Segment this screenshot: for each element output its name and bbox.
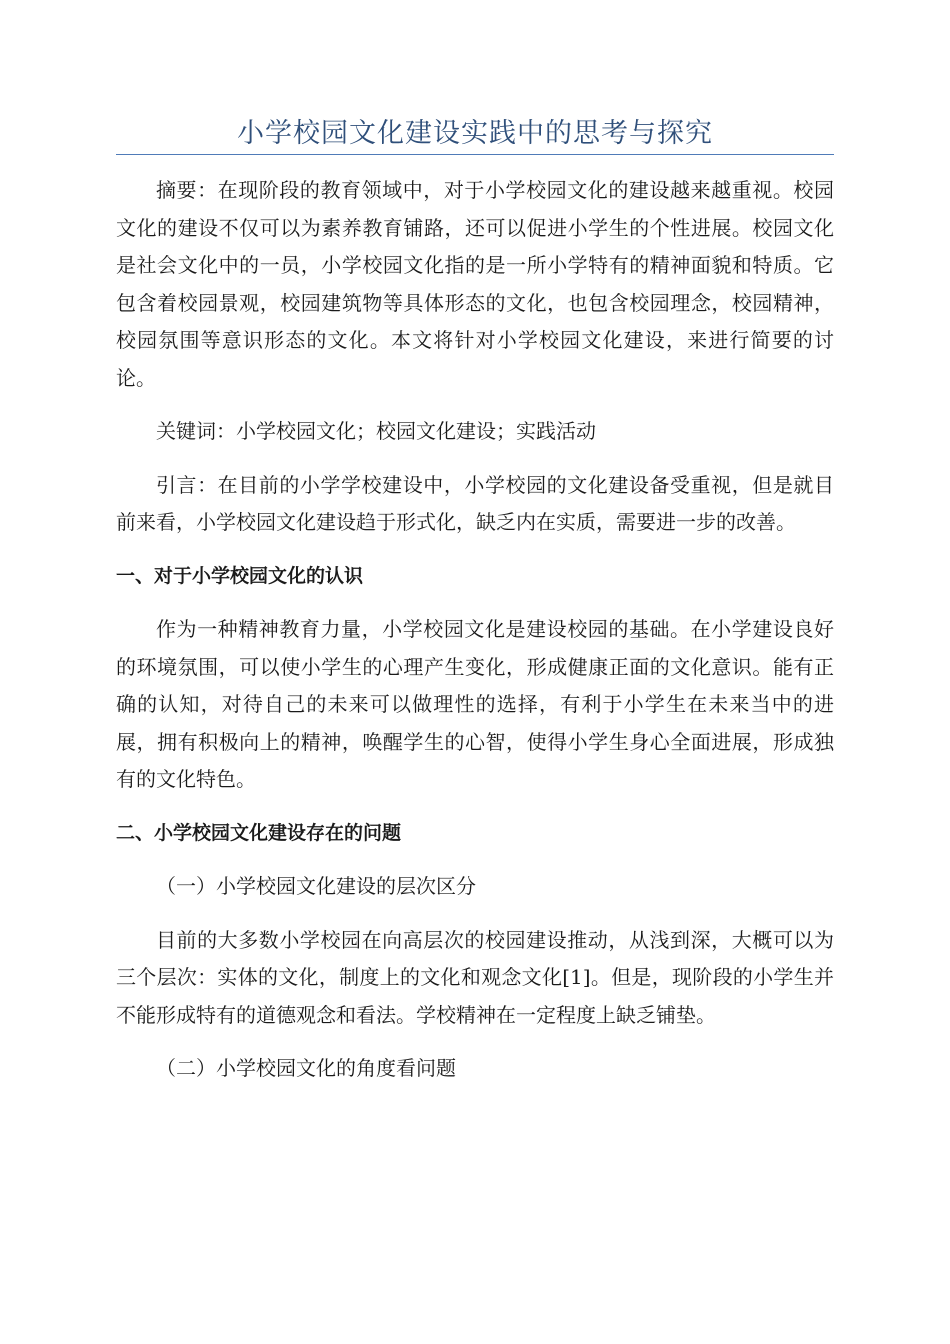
section-1-paragraph: 作为一种精神教育力量，小学校园文化是建设校园的基础。在小学建设良好的环境氛围，可以使小学生的心理产生变化，形成健康正面的文化意识。能有正确的认知，对待自己的未来可以做理性的选择，有利于小学生在未来当中的进展，拥有积极向上的精神，唤醒学生的心智，使得小学生身心全面进展，形成独有的文化特色。 xyxy=(116,617,834,791)
section-2-heading: 二、小学校园文化建设存在的问题 xyxy=(116,821,402,844)
subsection-2-1-heading: （一）小学校园文化建设的层次区分 xyxy=(156,874,476,898)
document-body xyxy=(116,172,834,1104)
keywords-paragraph: 关键词：小学校园文化；校园文化建设；实践活动 xyxy=(156,419,596,443)
title-underline xyxy=(116,154,834,155)
abstract-paragraph: 摘要：在现阶段的教育领域中，对于小学校园文化的建设越来越重视。校园文化的建设不仅可以为素养教育铺路，还可以促进小学生的个性进展。校园文化是社会文化中的一员，小学校园文化指的是一所小学特有的精神面貌和特质。它包含着校园景观，校园建筑物等具体形态的文化，也包含校园理念，校园精神，校园氛围等意识形态的文化。本文将针对小学校园文化建设，来进行简要的讨论。 xyxy=(116,178,834,390)
introduction-paragraph: 引言：在目前的小学学校建设中，小学校园的文化建设备受重视，但是就目前来看，小学校园文化建设趋于形式化，缺乏内在实质，需要进一步的改善。 xyxy=(116,472,834,534)
subsection-2-1-paragraph: 目前的大多数小学校园在向高层次的校园建设推动，从浅到深，大概可以为三个层次：实体的文化，制度上的文化和观念文化[1]。但是，现阶段的小学生并不能形成特有的道德观念和看法。学校精神在一定程度上缺乏铺垫。 xyxy=(116,927,834,1027)
subsection-2-2-heading: （二）小学校园文化的角度看问题 xyxy=(156,1056,456,1080)
document-title: 小学校园文化建设实践中的思考与探究 xyxy=(237,118,713,149)
section-1-heading: 一、对于小学校园文化的认识 xyxy=(116,564,364,587)
